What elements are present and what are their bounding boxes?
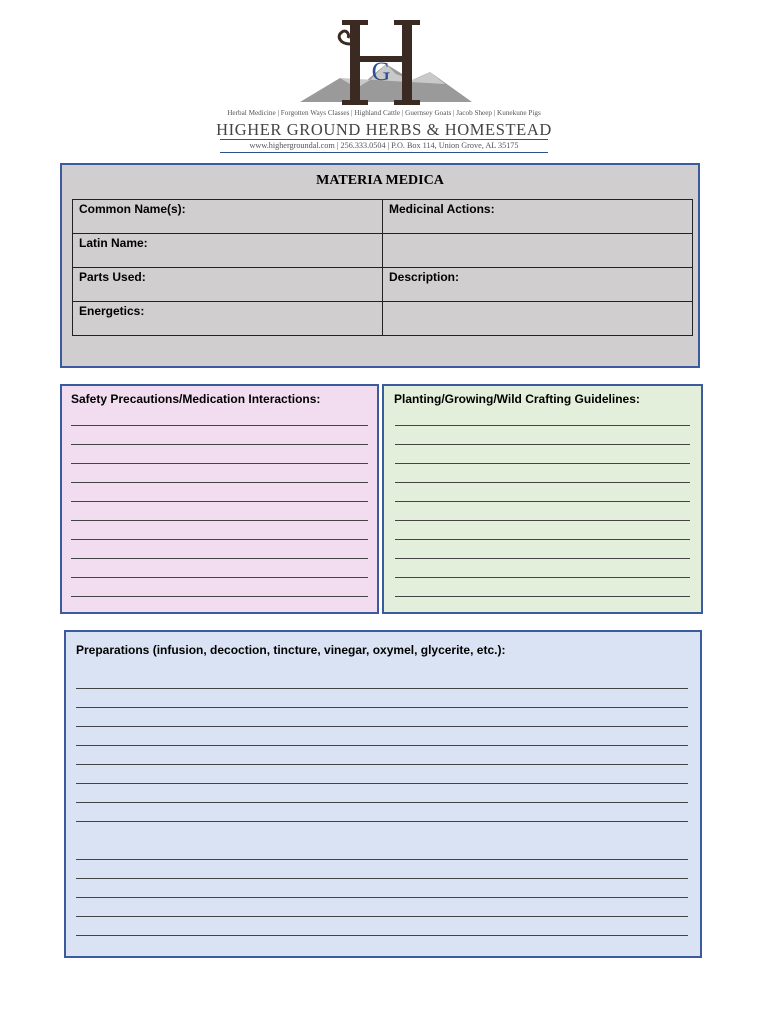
description-continued-field[interactable] [383,302,693,336]
materia-medica-section [60,163,700,368]
logo-contact: www.highergroundal.com | 256.333.0504 | P.O. Box 114, Union Grove, AL 35175 [249,141,519,150]
description-field[interactable] [383,268,693,302]
safety-section [60,384,379,614]
table-row [73,200,693,234]
writing-line[interactable] [76,821,688,822]
table-row [73,302,693,336]
writing-line[interactable] [71,520,368,521]
common-name-label: Common Name(s): [79,202,186,216]
writing-line[interactable] [71,539,368,540]
writing-line[interactable] [76,745,688,746]
writing-line[interactable] [71,463,368,464]
writing-line[interactable] [395,463,690,464]
writing-line[interactable] [76,897,688,898]
writing-line[interactable] [76,764,688,765]
writing-line[interactable] [76,707,688,708]
writing-line[interactable] [76,688,688,689]
writing-line[interactable] [395,596,690,597]
medicinal-actions-continued-field[interactable] [383,234,693,268]
writing-line[interactable] [71,501,368,502]
preparations-section [64,630,702,958]
safety-title: Safety Precautions/Medication Interactions: [71,392,321,406]
writing-line[interactable] [71,444,368,445]
g-monogram-letter: G [371,57,391,86]
writing-line[interactable] [71,577,368,578]
logo-tagline: Herbal Medicine | Forgotten Ways Classes | Highland Cattle | Guernsey Goats | Jacob Sheep | Kunekune Pigs [227,109,541,117]
writing-line[interactable] [395,444,690,445]
writing-line[interactable] [395,425,690,426]
writing-line[interactable] [76,859,688,860]
materia-medica-title: MATERIA MEDICA [316,173,444,188]
writing-line[interactable] [71,425,368,426]
logo-rule-top [220,139,548,140]
preparations-title: Preparations (infusion, decoction, tincture, vinegar, oxymel, glycerite, etc.): [76,643,506,657]
latin-name-field[interactable] [73,234,383,268]
logo-brand-name: HIGHER GROUND HERBS & HOMESTEAD [216,120,552,139]
writing-line[interactable] [76,935,688,936]
writing-line[interactable] [395,577,690,578]
energetics-label: Energetics: [79,304,145,318]
writing-line[interactable] [76,726,688,727]
table-row [73,268,693,302]
writing-line[interactable] [395,501,690,502]
parts-used-field[interactable] [73,268,383,302]
medicinal-actions-label: Medicinal Actions: [389,202,495,216]
table-row [73,234,693,268]
writing-line[interactable] [76,878,688,879]
writing-line[interactable] [395,558,690,559]
writing-line[interactable] [395,539,690,540]
planting-section [382,384,703,614]
logo-rule-bottom [220,152,548,153]
writing-line[interactable] [395,520,690,521]
writing-line[interactable] [395,482,690,483]
medicinal-actions-field[interactable] [383,200,693,234]
writing-line[interactable] [76,916,688,917]
description-label: Description: [389,270,460,284]
latin-name-label: Latin Name: [79,236,148,250]
parts-used-label: Parts Used: [79,270,146,284]
writing-line[interactable] [76,783,688,784]
writing-line[interactable] [76,802,688,803]
mountains-monogram-graphic [190,14,578,114]
logo [190,14,578,156]
writing-line[interactable] [71,596,368,597]
planting-title: Planting/Growing/Wild Crafting Guidelines: [394,392,640,406]
common-name-field[interactable] [73,200,383,234]
energetics-field[interactable] [73,302,383,336]
materia-medica-table [72,199,693,336]
writing-line[interactable] [71,482,368,483]
writing-line[interactable] [71,558,368,559]
